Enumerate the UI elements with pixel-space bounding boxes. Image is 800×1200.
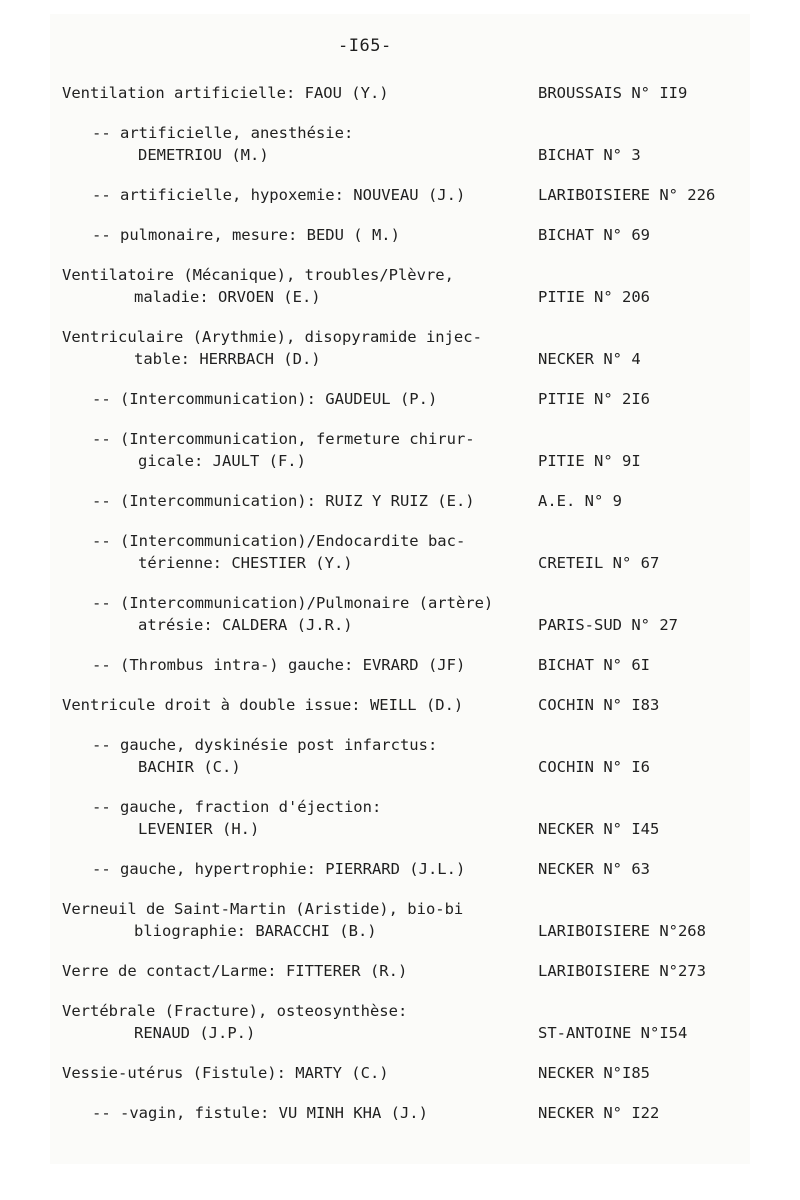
entry-subject-line-1: -- (Intercommunication, fermeture chirur-: [92, 430, 475, 448]
entry-location: NECKER N°I85: [538, 1064, 650, 1082]
index-entry: [62, 1062, 742, 1084]
entry-location: A.E. N° 9: [538, 492, 622, 510]
index-entry: [62, 530, 742, 574]
index-entry: [62, 224, 742, 246]
entry-subject: [62, 122, 532, 166]
entry-location: PITIE N° 206: [538, 288, 650, 306]
entry-location: NECKER N° 63: [538, 860, 650, 878]
entry-subject: [62, 184, 532, 206]
entry-subject-line-2: table: HERRBACH (D.): [134, 350, 321, 368]
index-entry: [62, 796, 742, 840]
index-entry: [62, 82, 742, 104]
entry-subject-line-1: -- pulmonaire, mesure: BEDU ( M.): [92, 226, 400, 244]
entry-location: CRETEIL N° 67: [538, 554, 660, 572]
entry-subject: [62, 264, 532, 308]
entry-subject: [62, 428, 532, 472]
entry-subject: [62, 694, 532, 716]
entry-location: BICHAT N° 69: [538, 226, 650, 244]
index-entry: [62, 388, 742, 410]
index-entries-list: [62, 82, 742, 1142]
entry-subject: [62, 82, 532, 104]
entry-location: COCHIN N° I6: [538, 758, 650, 776]
entry-subject-line-1: Verre de contact/Larme: FITTERER (R.): [62, 962, 408, 980]
entry-subject-line-1: -- (Intercommunication): GAUDEUL (P.): [92, 390, 438, 408]
entry-subject-line-1: -- gauche, hypertrophie: PIERRARD (J.L.): [92, 860, 466, 878]
index-entry: [62, 326, 742, 370]
index-entry: [62, 264, 742, 308]
index-entry: [62, 184, 742, 206]
entry-subject: [62, 960, 532, 982]
entry-subject: [62, 490, 532, 512]
entry-location: NECKER N° 4: [538, 350, 641, 368]
entry-subject-line-1: -- artificielle, hypoxemie: NOUVEAU (J.): [92, 186, 466, 204]
entry-subject-line-1: Verneuil de Saint-Martin (Aristide), bio-bi: [62, 900, 464, 918]
entry-subject-line-2: BACHIR (C.): [138, 758, 241, 776]
entry-subject-line-1: -- gauche, fraction d'éjection:: [92, 798, 382, 816]
page-number: -I65-: [338, 36, 392, 56]
entry-subject: [62, 858, 532, 880]
index-entry: [62, 898, 742, 942]
entry-subject-line-1: Vertébrale (Fracture), osteosynthèse:: [62, 1002, 408, 1020]
entry-subject: [62, 898, 532, 942]
index-entry: [62, 694, 742, 716]
index-entry: [62, 122, 742, 166]
entry-subject-line-1: -- (Intercommunication)/Pulmonaire (artère): [92, 594, 494, 612]
index-entry: [62, 960, 742, 982]
entry-subject-line-2: DEMETRIOU (M.): [138, 146, 269, 164]
entry-subject: [62, 796, 532, 840]
index-entry: [62, 1102, 742, 1124]
entry-location: LARIBOISIERE N°273: [538, 962, 706, 980]
entry-location: PITIE N° 9I: [538, 452, 641, 470]
entry-subject-line-1: Vessie-utérus (Fistule): MARTY (C.): [62, 1064, 389, 1082]
entry-location: LARIBOISIERE N°268: [538, 922, 706, 940]
entry-subject-line-1: Ventricule droit à double issue: WEILL (D.): [62, 696, 464, 714]
entry-subject-line-1: -- (Intercommunication)/Endocardite bac-: [92, 532, 466, 550]
entry-subject: [62, 1102, 532, 1124]
entry-subject-line-1: Ventriculaire (Arythmie), disopyramide injec-: [62, 328, 482, 346]
entry-location: NECKER N° I45: [538, 820, 660, 838]
entry-subject: [62, 388, 532, 410]
entry-subject: [62, 224, 532, 246]
index-entry: [62, 734, 742, 778]
entry-location: PARIS-SUD N° 27: [538, 616, 678, 634]
entry-subject-line-1: -- (Thrombus intra-) gauche: EVRARD (JF): [92, 656, 466, 674]
entry-subject-line-2: maladie: ORVOEN (E.): [134, 288, 321, 306]
entry-subject-line-1: Ventilation artificielle: FAOU (Y.): [62, 84, 389, 102]
entry-location: NECKER N° I22: [538, 1104, 660, 1122]
index-entry: [62, 1000, 742, 1044]
entry-location: PITIE N° 2I6: [538, 390, 650, 408]
entry-subject-line-1: -- artificielle, anesthésie:: [92, 124, 354, 142]
entry-location: BICHAT N° 3: [538, 146, 641, 164]
index-entry: [62, 428, 742, 472]
entry-subject-line-1: -- (Intercommunication): RUIZ Y RUIZ (E.): [92, 492, 475, 510]
entry-subject: [62, 592, 532, 636]
entry-location: BICHAT N° 6I: [538, 656, 650, 674]
entry-subject-line-2: gicale: JAULT (F.): [138, 452, 306, 470]
index-entry: [62, 654, 742, 676]
entry-subject: [62, 654, 532, 676]
entry-location: LARIBOISIERE N° 226: [538, 186, 716, 204]
entry-location: BROUSSAIS N° II9: [538, 84, 688, 102]
entry-subject-line-2: atrésie: CALDERA (J.R.): [138, 616, 353, 634]
entry-subject-line-2: RENAUD (J.P.): [134, 1024, 256, 1042]
entry-subject: [62, 1062, 532, 1084]
entry-subject: [62, 530, 532, 574]
entry-subject-line-2: bliographie: BARACCHI (B.): [134, 922, 377, 940]
entry-location: COCHIN N° I83: [538, 696, 660, 714]
entry-subject-line-1: -- gauche, dyskinésie post infarctus:: [92, 736, 438, 754]
index-entry: [62, 858, 742, 880]
entry-subject-line-1: -- -vagin, fistule: VU MINH KHA (J.): [92, 1104, 428, 1122]
entry-subject-line-2: térienne: CHESTIER (Y.): [138, 554, 353, 572]
entry-subject: [62, 326, 532, 370]
entry-subject-line-1: Ventilatoire (Mécanique), troubles/Plèvre,: [62, 266, 454, 284]
entry-subject: [62, 734, 532, 778]
entry-subject-line-2: LEVENIER (H.): [138, 820, 260, 838]
index-entry: [62, 490, 742, 512]
entry-subject: [62, 1000, 532, 1044]
entry-location: ST-ANTOINE N°I54: [538, 1024, 688, 1042]
index-entry: [62, 592, 742, 636]
